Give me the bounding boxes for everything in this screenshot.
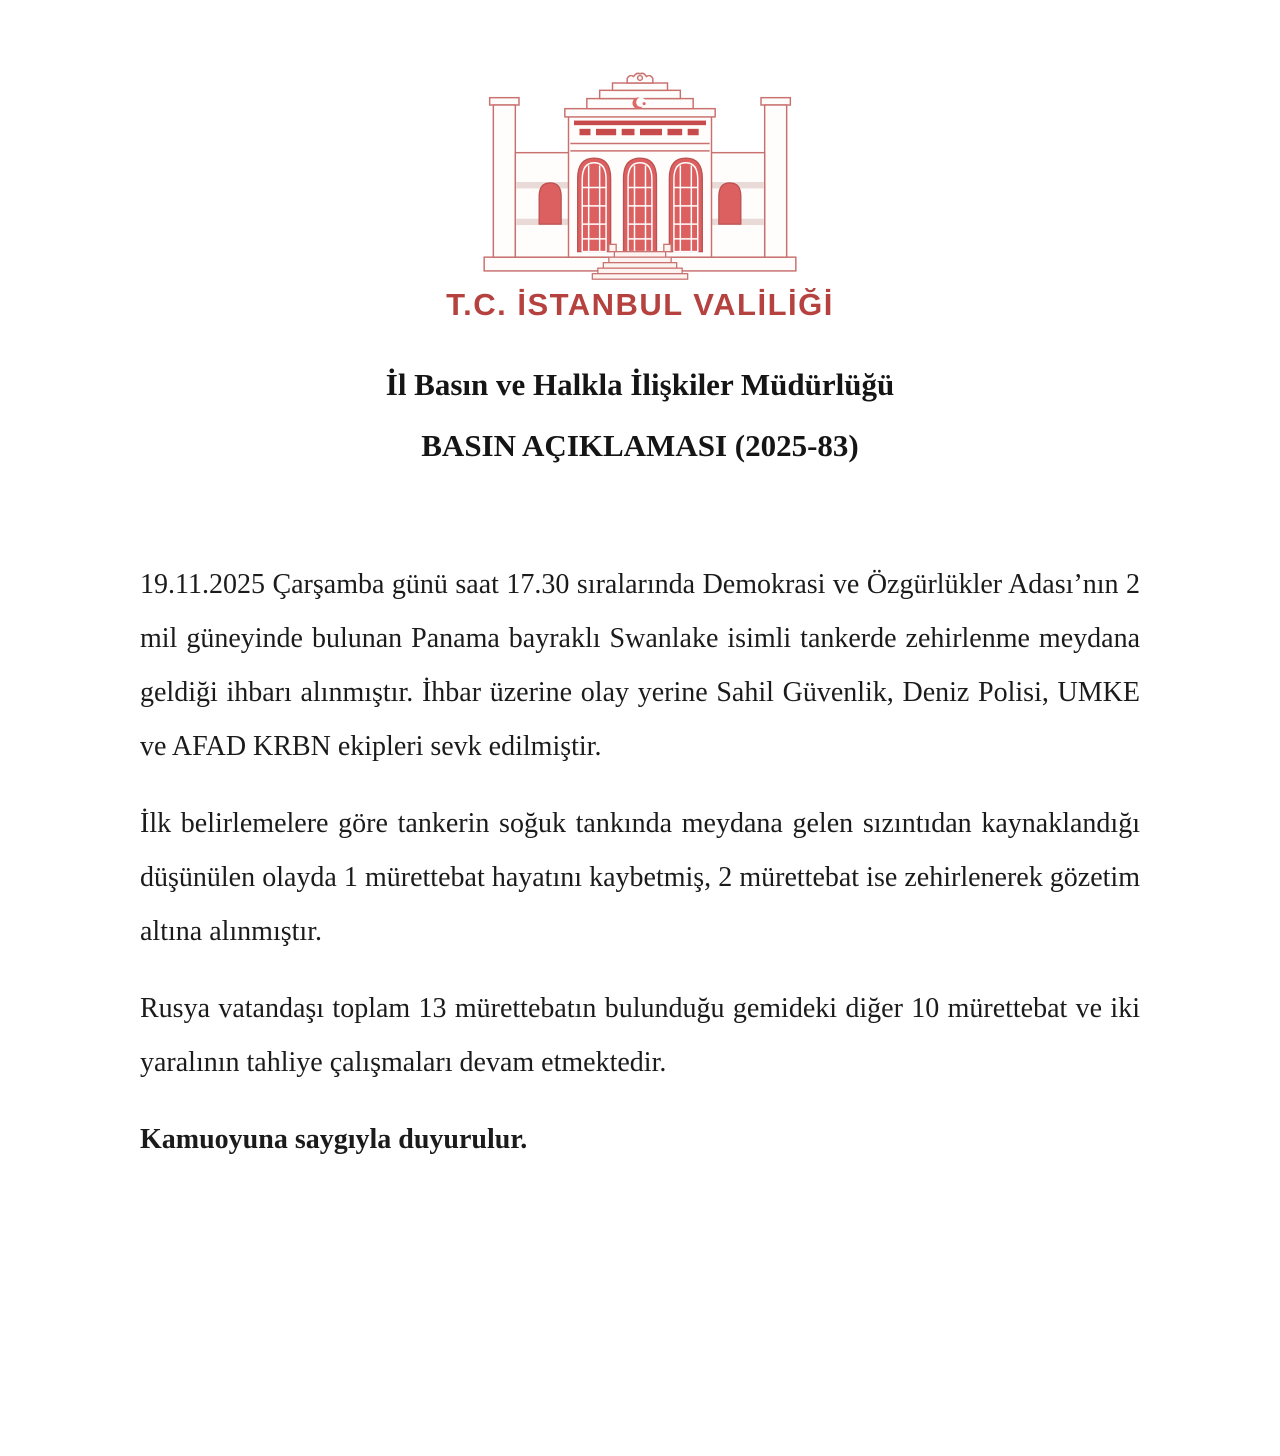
paragraph-incident: 19.11.2025 Çarşamba günü saat 17.30 sıralarında Demokrasi ve Özgürlükler Adası’nın 2 mil güneyinde bulunan Panama bayraklı Swanlake isimli tankerde zehirlenme meydana geldiği ihbarı alınmıştır. İhbar üzerine olay yerine Sahil Güvenlik, Deniz Polisi, UMKE ve AFAD KRBN ekipleri sevk edilmiştir. (140, 569, 1140, 762)
closing-statement: Kamuoyuna saygıyla duyurulur. (140, 1124, 528, 1155)
department-title: İl Basın ve Halkla İlişkiler Müdürlüğü (385, 367, 895, 402)
org-name: T.C. İSTANBUL VALİLİĞİ (446, 287, 834, 322)
governorship-building-icon (475, 70, 805, 283)
press-release-body (140, 558, 1140, 1167)
paragraph-casualties: İlk belirlemelere göre tankerin soğuk tankında meydana gelen sızıntıdan kaynaklandığı düşünülen olayda 1 mürettebat hayatını kaybetmiş, 2 mürettebat ise zehirlenerek gözetim altına alınmıştır. (140, 808, 1140, 947)
paragraph-evacuation: Rusya vatandaşı toplam 13 mürettebatın bulunduğu gemideki diğer 10 mürettebat ve iki yaralının tahliye çalışmaları devam etmektedir. (140, 993, 1140, 1078)
press-release-title: BASIN AÇIKLAMASI (2025-83) (421, 428, 859, 463)
letterhead (0, 70, 1280, 464)
